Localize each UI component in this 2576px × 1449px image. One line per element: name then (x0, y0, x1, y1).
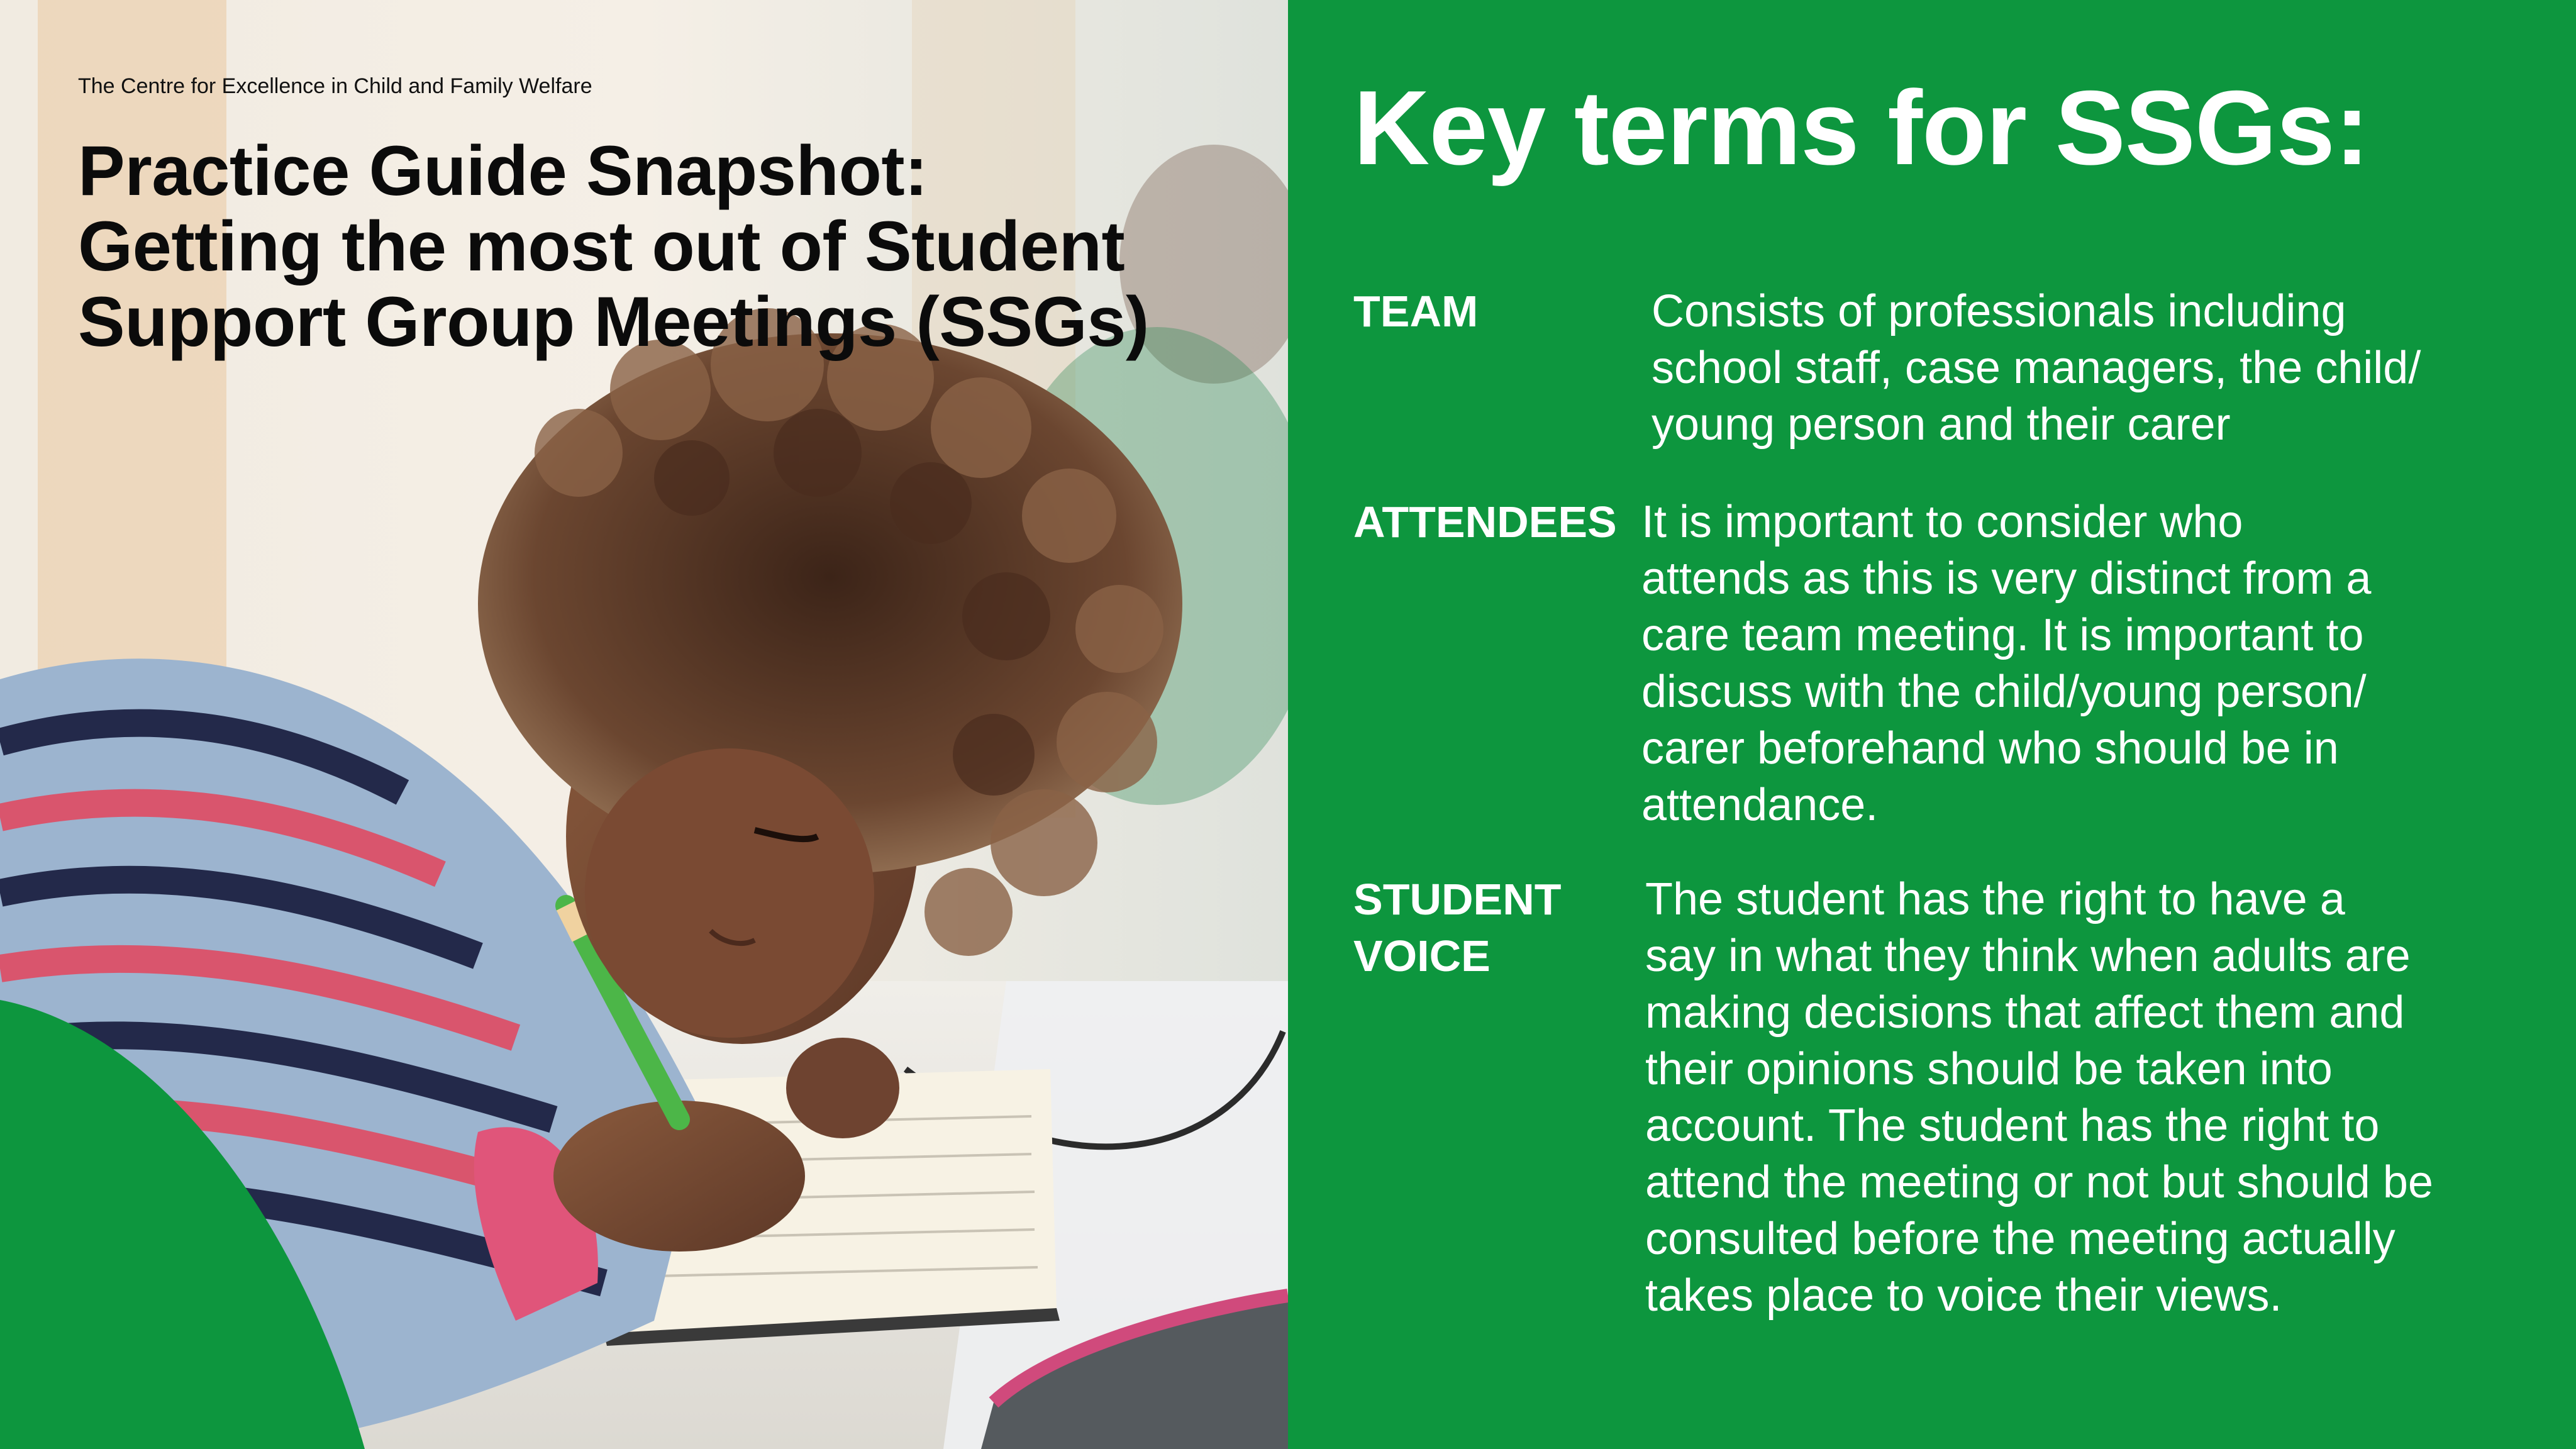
key-terms-panel (1288, 0, 2576, 1449)
term-label-line: ATTENDEES (1353, 497, 1617, 547)
definition-line: say in what they think when adults are (1645, 931, 2411, 981)
definition-line: young person and their carer (1652, 399, 2231, 450)
definition-line: their opinions should be taken into (1645, 1044, 2333, 1094)
term-label-student-voice (1353, 871, 1562, 984)
definition-line: It is important to consider who (1641, 497, 2243, 547)
definition-line: account. The student has the right to (1645, 1101, 2380, 1151)
definition-line: attendance. (1641, 780, 1879, 830)
organisation-name: The Centre for Excellence in Child and Family Welfare (78, 74, 592, 98)
term-definition-student-voice (1645, 871, 2433, 1324)
definition-line: making decisions that affect them and (1645, 987, 2405, 1038)
definition-line: care team meeting. It is important to (1641, 610, 2364, 660)
term-label-line: TEAM (1353, 287, 1479, 336)
key-terms-heading: Key terms for SSGs: (1353, 69, 2369, 187)
definition-line: consulted before the meeting actually (1645, 1214, 2396, 1264)
term-definition-attendees (1641, 494, 2371, 833)
definition-line: discuss with the child/young person/ (1641, 667, 2367, 717)
term-label-line: VOICE (1353, 931, 1491, 980)
definition-line: carer beforehand who should be in (1641, 723, 2339, 774)
definition-line: takes place to voice their views. (1645, 1270, 2282, 1321)
definition-line: Consists of professionals including (1652, 286, 2346, 336)
definition-line: The student has the right to have a (1645, 874, 2345, 924)
guide-title (78, 133, 1260, 360)
definition-line: attend the meeting or not but should be (1645, 1157, 2433, 1208)
guide-title-line: Getting the most out of Student (78, 207, 1125, 286)
definition-line: school staff, case managers, the child/ (1652, 343, 2421, 393)
guide-title-line: Support Group Meetings (SSGs) (78, 282, 1149, 361)
term-label-line: STUDENT (1353, 875, 1562, 924)
guide-title-line: Practice Guide Snapshot: (78, 131, 928, 210)
definition-line: attends as this is very distinct from a (1641, 553, 2372, 604)
term-label-team (1353, 283, 1478, 340)
term-definition-team (1652, 283, 2421, 453)
term-label-attendees (1353, 494, 1617, 550)
